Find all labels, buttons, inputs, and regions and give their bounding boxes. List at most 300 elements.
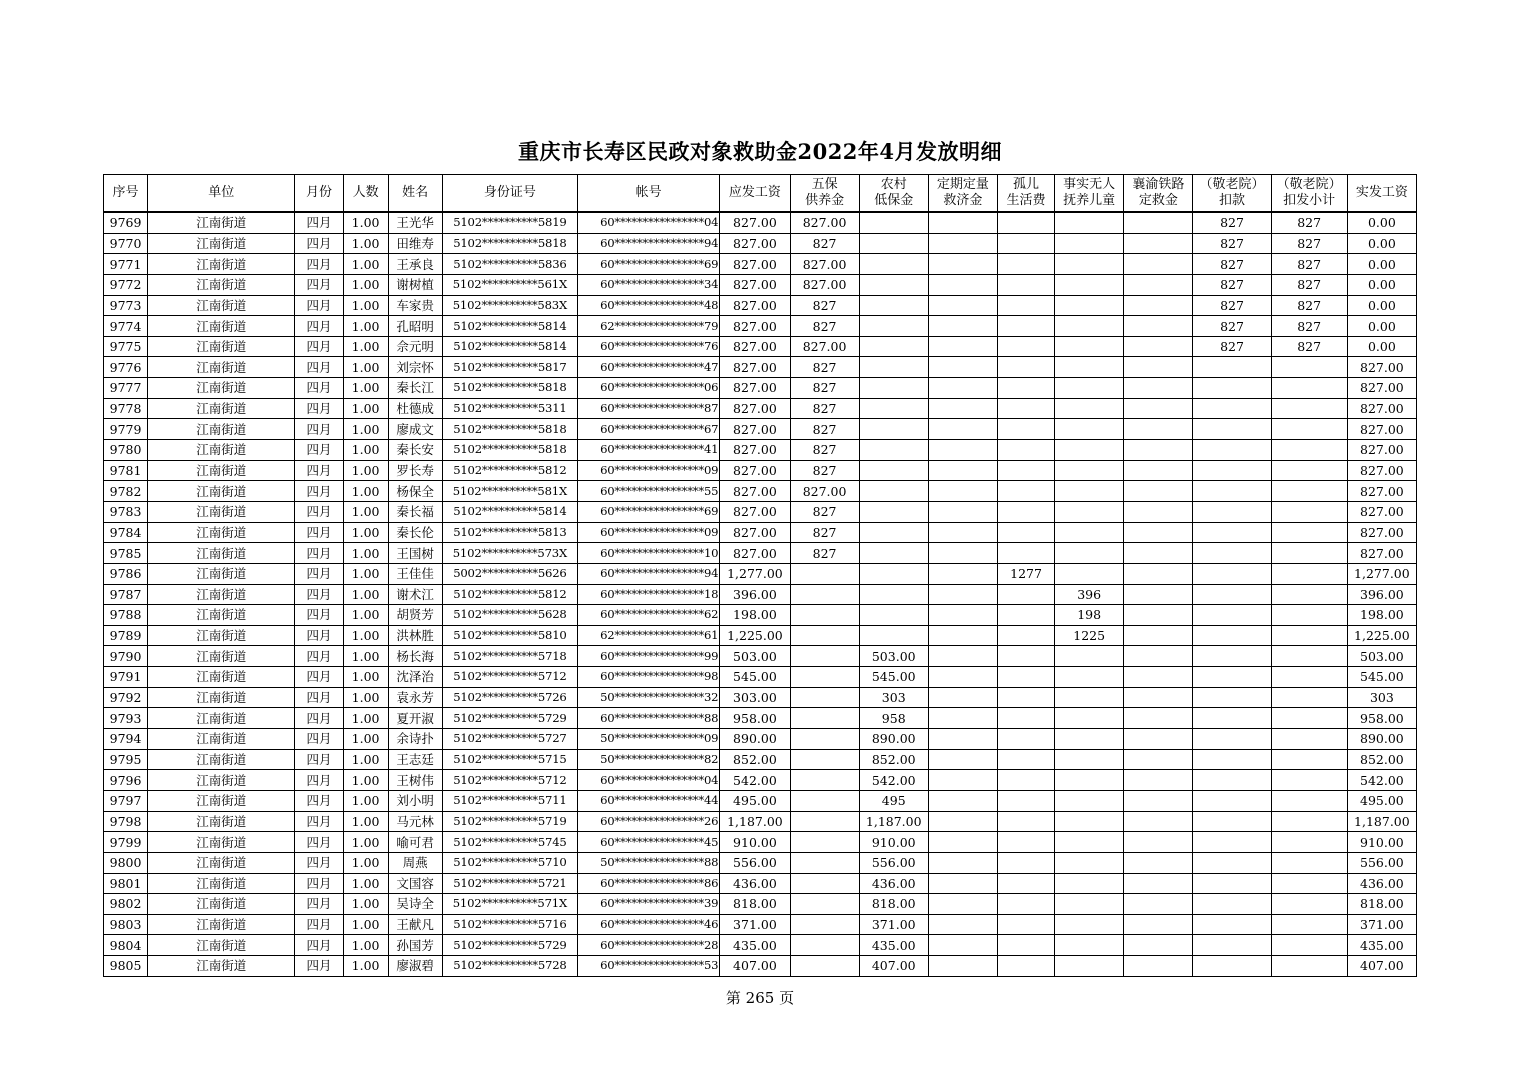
cell-unsupported-child bbox=[1055, 212, 1124, 233]
cell-unsupported-child bbox=[1055, 873, 1124, 894]
cell-count: 1.00 bbox=[343, 832, 388, 853]
cell-wage-paid: 0.00 bbox=[1347, 274, 1416, 295]
cell-id-number: 5102**********5814 bbox=[442, 316, 577, 337]
cell-railway-relief bbox=[1124, 501, 1193, 522]
cell-wubao-support bbox=[790, 605, 859, 626]
cell-month: 四月 bbox=[295, 316, 343, 337]
cell-wubao-support: 827 bbox=[790, 295, 859, 316]
cell-account: 60****************45 bbox=[578, 832, 720, 853]
cell-deduction-subtotal: 827 bbox=[1271, 336, 1347, 357]
cell-railway-relief bbox=[1124, 935, 1193, 956]
cell-name: 王献凡 bbox=[388, 914, 442, 935]
cell-nursing-home-deduction bbox=[1193, 398, 1271, 419]
cell-unsupported-child bbox=[1055, 646, 1124, 667]
cell-count: 1.00 bbox=[343, 729, 388, 750]
cell-count: 1.00 bbox=[343, 460, 388, 481]
cell-wubao-support: 827 bbox=[790, 460, 859, 481]
cell-nursing-home-deduction bbox=[1193, 956, 1271, 977]
cell-wage-paid: 827.00 bbox=[1347, 460, 1416, 481]
cell-name: 谢术江 bbox=[388, 584, 442, 605]
cell-orphan-allowance bbox=[997, 894, 1054, 915]
cell-wubao-support bbox=[790, 811, 859, 832]
cell-railway-relief bbox=[1124, 440, 1193, 461]
cell-railway-relief bbox=[1124, 873, 1193, 894]
cell-id-number: 5102**********573X bbox=[442, 543, 577, 564]
cell-seq: 9804 bbox=[104, 935, 148, 956]
cell-unsupported-child bbox=[1055, 336, 1124, 357]
cell-id-number: 5102**********5718 bbox=[442, 646, 577, 667]
cell-wubao-support bbox=[790, 729, 859, 750]
cell-wage-paid: 827.00 bbox=[1347, 481, 1416, 502]
cell-wubao-support bbox=[790, 584, 859, 605]
cell-id-number: 5102**********583X bbox=[442, 295, 577, 316]
cell-rural-dibao bbox=[859, 440, 928, 461]
cell-unit: 江南街道 bbox=[148, 852, 295, 873]
cell-wage-due: 198.00 bbox=[720, 605, 790, 626]
cell-month: 四月 bbox=[295, 729, 343, 750]
cell-account: 50****************88 bbox=[578, 852, 720, 873]
cell-wage-paid: 827.00 bbox=[1347, 398, 1416, 419]
cell-month: 四月 bbox=[295, 295, 343, 316]
cell-rural-dibao bbox=[859, 543, 928, 564]
cell-deduction-subtotal: 827 bbox=[1271, 274, 1347, 295]
cell-account: 60****************04 bbox=[578, 770, 720, 791]
cell-month: 四月 bbox=[295, 419, 343, 440]
cell-nursing-home-deduction bbox=[1193, 481, 1271, 502]
cell-deduction-subtotal bbox=[1271, 935, 1347, 956]
cell-name: 夏开淑 bbox=[388, 708, 442, 729]
cell-account: 60****************06 bbox=[578, 378, 720, 399]
cell-wage-due: 827.00 bbox=[720, 419, 790, 440]
cell-railway-relief bbox=[1124, 254, 1193, 275]
cell-railway-relief bbox=[1124, 770, 1193, 791]
cell-month: 四月 bbox=[295, 233, 343, 254]
cell-name: 秦长伦 bbox=[388, 522, 442, 543]
cell-rural-dibao bbox=[859, 398, 928, 419]
cell-seq: 9781 bbox=[104, 460, 148, 481]
cell-count: 1.00 bbox=[343, 501, 388, 522]
header-id-number: 身份证号 bbox=[442, 175, 577, 213]
cell-unsupported-child bbox=[1055, 667, 1124, 688]
cell-month: 四月 bbox=[295, 873, 343, 894]
cell-id-number: 5102**********571X bbox=[442, 894, 577, 915]
cell-unit: 江南街道 bbox=[148, 316, 295, 337]
table-row bbox=[104, 336, 1417, 357]
cell-unsupported-child bbox=[1055, 770, 1124, 791]
cell-rural-dibao bbox=[859, 254, 928, 275]
cell-id-number: 5102**********5814 bbox=[442, 336, 577, 357]
cell-orphan-allowance bbox=[997, 873, 1054, 894]
table-row bbox=[104, 811, 1417, 832]
cell-count: 1.00 bbox=[343, 956, 388, 977]
cell-railway-relief bbox=[1124, 956, 1193, 977]
cell-wage-due: 890.00 bbox=[720, 729, 790, 750]
cell-account: 60****************76 bbox=[578, 336, 720, 357]
cell-deduction-subtotal bbox=[1271, 522, 1347, 543]
cell-rural-dibao bbox=[859, 605, 928, 626]
cell-id-number: 5102**********5712 bbox=[442, 770, 577, 791]
cell-month: 四月 bbox=[295, 357, 343, 378]
cell-count: 1.00 bbox=[343, 440, 388, 461]
cell-rural-dibao: 545.00 bbox=[859, 667, 928, 688]
cell-month: 四月 bbox=[295, 274, 343, 295]
cell-account: 60****************44 bbox=[578, 790, 720, 811]
table-row bbox=[104, 254, 1417, 275]
cell-railway-relief bbox=[1124, 708, 1193, 729]
table-row bbox=[104, 233, 1417, 254]
cell-orphan-allowance bbox=[997, 522, 1054, 543]
cell-orphan-allowance bbox=[997, 770, 1054, 791]
header-orphan-allowance: 孤儿 生活费 bbox=[997, 175, 1054, 213]
cell-id-number: 5102**********5716 bbox=[442, 914, 577, 935]
cell-unit: 江南街道 bbox=[148, 357, 295, 378]
cell-deduction-subtotal: 827 bbox=[1271, 254, 1347, 275]
cell-orphan-allowance bbox=[997, 501, 1054, 522]
cell-unsupported-child bbox=[1055, 914, 1124, 935]
cell-wubao-support: 827 bbox=[790, 543, 859, 564]
cell-wage-paid: 827.00 bbox=[1347, 357, 1416, 378]
cell-unit: 江南街道 bbox=[148, 749, 295, 770]
cell-rural-dibao bbox=[859, 378, 928, 399]
cell-name: 余诗扑 bbox=[388, 729, 442, 750]
cell-orphan-allowance bbox=[997, 357, 1054, 378]
cell-wage-due: 827.00 bbox=[720, 274, 790, 295]
cell-wage-due: 827.00 bbox=[720, 522, 790, 543]
cell-wage-due: 407.00 bbox=[720, 956, 790, 977]
cell-orphan-allowance bbox=[997, 605, 1054, 626]
cell-nursing-home-deduction bbox=[1193, 625, 1271, 646]
cell-count: 1.00 bbox=[343, 419, 388, 440]
cell-wubao-support bbox=[790, 935, 859, 956]
cell-account: 60****************34 bbox=[578, 274, 720, 295]
cell-wubao-support bbox=[790, 790, 859, 811]
table-row bbox=[104, 378, 1417, 399]
cell-name: 杨长海 bbox=[388, 646, 442, 667]
cell-unsupported-child bbox=[1055, 316, 1124, 337]
cell-rural-dibao bbox=[859, 295, 928, 316]
cell-rural-dibao: 542.00 bbox=[859, 770, 928, 791]
cell-unsupported-child bbox=[1055, 274, 1124, 295]
cell-nursing-home-deduction bbox=[1193, 687, 1271, 708]
cell-periodic-relief bbox=[928, 460, 997, 481]
cell-periodic-relief bbox=[928, 852, 997, 873]
cell-orphan-allowance bbox=[997, 625, 1054, 646]
cell-wubao-support: 827 bbox=[790, 398, 859, 419]
cell-count: 1.00 bbox=[343, 378, 388, 399]
cell-count: 1.00 bbox=[343, 212, 388, 233]
cell-unit: 江南街道 bbox=[148, 605, 295, 626]
cell-wage-paid: 407.00 bbox=[1347, 956, 1416, 977]
cell-wubao-support bbox=[790, 832, 859, 853]
cell-railway-relief bbox=[1124, 336, 1193, 357]
cell-name: 王树伟 bbox=[388, 770, 442, 791]
cell-deduction-subtotal: 827 bbox=[1271, 212, 1347, 233]
cell-nursing-home-deduction bbox=[1193, 729, 1271, 750]
cell-nursing-home-deduction bbox=[1193, 584, 1271, 605]
cell-deduction-subtotal bbox=[1271, 894, 1347, 915]
cell-orphan-allowance bbox=[997, 811, 1054, 832]
cell-seq: 9786 bbox=[104, 563, 148, 584]
cell-nursing-home-deduction bbox=[1193, 501, 1271, 522]
cell-wage-due: 371.00 bbox=[720, 914, 790, 935]
cell-deduction-subtotal bbox=[1271, 419, 1347, 440]
cell-seq: 9788 bbox=[104, 605, 148, 626]
cell-railway-relief bbox=[1124, 481, 1193, 502]
cell-seq: 9801 bbox=[104, 873, 148, 894]
cell-month: 四月 bbox=[295, 667, 343, 688]
cell-railway-relief bbox=[1124, 914, 1193, 935]
header-account: 帐号 bbox=[578, 175, 720, 213]
cell-account: 50****************82 bbox=[578, 749, 720, 770]
cell-name: 喻可君 bbox=[388, 832, 442, 853]
cell-orphan-allowance bbox=[997, 274, 1054, 295]
cell-account: 60****************53 bbox=[578, 956, 720, 977]
cell-month: 四月 bbox=[295, 378, 343, 399]
cell-railway-relief bbox=[1124, 811, 1193, 832]
cell-nursing-home-deduction bbox=[1193, 770, 1271, 791]
cell-railway-relief bbox=[1124, 233, 1193, 254]
table-row bbox=[104, 770, 1417, 791]
cell-unsupported-child bbox=[1055, 295, 1124, 316]
cell-id-number: 5102**********5719 bbox=[442, 811, 577, 832]
cell-periodic-relief bbox=[928, 336, 997, 357]
cell-orphan-allowance bbox=[997, 543, 1054, 564]
cell-count: 1.00 bbox=[343, 357, 388, 378]
cell-count: 1.00 bbox=[343, 873, 388, 894]
table-row bbox=[104, 398, 1417, 419]
cell-wubao-support bbox=[790, 770, 859, 791]
cell-nursing-home-deduction bbox=[1193, 935, 1271, 956]
table-row bbox=[104, 605, 1417, 626]
cell-wage-paid: 0.00 bbox=[1347, 295, 1416, 316]
cell-count: 1.00 bbox=[343, 481, 388, 502]
cell-seq: 9794 bbox=[104, 729, 148, 750]
cell-count: 1.00 bbox=[343, 687, 388, 708]
cell-rural-dibao: 958 bbox=[859, 708, 928, 729]
cell-name: 孔昭明 bbox=[388, 316, 442, 337]
cell-wage-paid: 542.00 bbox=[1347, 770, 1416, 791]
cell-unit: 江南街道 bbox=[148, 274, 295, 295]
cell-count: 1.00 bbox=[343, 522, 388, 543]
cell-unsupported-child bbox=[1055, 749, 1124, 770]
cell-name: 胡贤芳 bbox=[388, 605, 442, 626]
table-row bbox=[104, 708, 1417, 729]
table-row bbox=[104, 481, 1417, 502]
cell-wage-due: 556.00 bbox=[720, 852, 790, 873]
cell-periodic-relief bbox=[928, 419, 997, 440]
cell-seq: 9796 bbox=[104, 770, 148, 791]
cell-nursing-home-deduction bbox=[1193, 419, 1271, 440]
cell-wage-paid: 0.00 bbox=[1347, 212, 1416, 233]
cell-wage-due: 396.00 bbox=[720, 584, 790, 605]
cell-name: 秦长福 bbox=[388, 501, 442, 522]
cell-account: 60****************94 bbox=[578, 563, 720, 584]
cell-orphan-allowance bbox=[997, 254, 1054, 275]
cell-orphan-allowance: 1277 bbox=[997, 563, 1054, 584]
cell-unit: 江南街道 bbox=[148, 832, 295, 853]
cell-periodic-relief bbox=[928, 811, 997, 832]
cell-wage-paid: 0.00 bbox=[1347, 233, 1416, 254]
table-row bbox=[104, 522, 1417, 543]
cell-wubao-support: 827 bbox=[790, 316, 859, 337]
cell-unit: 江南街道 bbox=[148, 419, 295, 440]
cell-nursing-home-deduction bbox=[1193, 543, 1271, 564]
cell-id-number: 5102**********5813 bbox=[442, 522, 577, 543]
cell-rural-dibao bbox=[859, 233, 928, 254]
cell-id-number: 5102**********5810 bbox=[442, 625, 577, 646]
cell-railway-relief bbox=[1124, 398, 1193, 419]
page-number: 第 265 页 bbox=[725, 989, 795, 1007]
cell-deduction-subtotal bbox=[1271, 625, 1347, 646]
cell-unit: 江南街道 bbox=[148, 687, 295, 708]
cell-railway-relief bbox=[1124, 378, 1193, 399]
cell-unsupported-child bbox=[1055, 687, 1124, 708]
cell-id-number: 5102**********561X bbox=[442, 274, 577, 295]
cell-deduction-subtotal bbox=[1271, 563, 1347, 584]
cell-wage-due: 435.00 bbox=[720, 935, 790, 956]
cell-seq: 9771 bbox=[104, 254, 148, 275]
cell-deduction-subtotal bbox=[1271, 667, 1347, 688]
cell-railway-relief bbox=[1124, 563, 1193, 584]
cell-orphan-allowance bbox=[997, 832, 1054, 853]
cell-nursing-home-deduction bbox=[1193, 790, 1271, 811]
cell-month: 四月 bbox=[295, 501, 343, 522]
cell-seq: 9773 bbox=[104, 295, 148, 316]
cell-month: 四月 bbox=[295, 481, 343, 502]
cell-account: 60****************69 bbox=[578, 501, 720, 522]
cell-rural-dibao: 371.00 bbox=[859, 914, 928, 935]
cell-unit: 江南街道 bbox=[148, 501, 295, 522]
cell-wage-due: 827.00 bbox=[720, 357, 790, 378]
cell-railway-relief bbox=[1124, 729, 1193, 750]
cell-rural-dibao: 890.00 bbox=[859, 729, 928, 750]
cell-wage-due: 958.00 bbox=[720, 708, 790, 729]
cell-nursing-home-deduction: 827 bbox=[1193, 295, 1271, 316]
cell-deduction-subtotal bbox=[1271, 481, 1347, 502]
cell-unit: 江南街道 bbox=[148, 935, 295, 956]
cell-month: 四月 bbox=[295, 398, 343, 419]
cell-periodic-relief bbox=[928, 956, 997, 977]
cell-nursing-home-deduction bbox=[1193, 832, 1271, 853]
table-row bbox=[104, 852, 1417, 873]
cell-seq: 9785 bbox=[104, 543, 148, 564]
cell-seq: 9805 bbox=[104, 956, 148, 977]
cell-id-number: 5102**********5818 bbox=[442, 419, 577, 440]
cell-periodic-relief bbox=[928, 522, 997, 543]
relief-payment-table bbox=[103, 174, 1417, 977]
cell-railway-relief bbox=[1124, 749, 1193, 770]
cell-unsupported-child bbox=[1055, 852, 1124, 873]
cell-id-number: 5102**********5745 bbox=[442, 832, 577, 853]
cell-id-number: 5102**********5721 bbox=[442, 873, 577, 894]
cell-seq: 9791 bbox=[104, 667, 148, 688]
cell-rural-dibao bbox=[859, 501, 928, 522]
cell-wubao-support bbox=[790, 894, 859, 915]
table-row bbox=[104, 295, 1417, 316]
cell-wage-paid: 827.00 bbox=[1347, 501, 1416, 522]
table-row bbox=[104, 212, 1417, 233]
cell-orphan-allowance bbox=[997, 419, 1054, 440]
cell-deduction-subtotal bbox=[1271, 584, 1347, 605]
cell-wage-due: 827.00 bbox=[720, 254, 790, 275]
cell-periodic-relief bbox=[928, 378, 997, 399]
cell-wage-paid: 1,277.00 bbox=[1347, 563, 1416, 584]
table-row bbox=[104, 832, 1417, 853]
cell-id-number: 5102**********5711 bbox=[442, 790, 577, 811]
cell-railway-relief bbox=[1124, 584, 1193, 605]
cell-periodic-relief bbox=[928, 274, 997, 295]
cell-name: 王承良 bbox=[388, 254, 442, 275]
cell-unsupported-child bbox=[1055, 832, 1124, 853]
cell-wage-due: 545.00 bbox=[720, 667, 790, 688]
cell-wubao-support bbox=[790, 914, 859, 935]
cell-wubao-support bbox=[790, 563, 859, 584]
cell-unit: 江南街道 bbox=[148, 543, 295, 564]
cell-seq: 9783 bbox=[104, 501, 148, 522]
cell-nursing-home-deduction: 827 bbox=[1193, 233, 1271, 254]
cell-seq: 9784 bbox=[104, 522, 148, 543]
cell-wage-paid: 198.00 bbox=[1347, 605, 1416, 626]
cell-seq: 9797 bbox=[104, 790, 148, 811]
cell-nursing-home-deduction: 827 bbox=[1193, 316, 1271, 337]
cell-seq: 9772 bbox=[104, 274, 148, 295]
cell-unsupported-child bbox=[1055, 708, 1124, 729]
cell-periodic-relief bbox=[928, 584, 997, 605]
cell-wage-paid: 0.00 bbox=[1347, 336, 1416, 357]
cell-wubao-support bbox=[790, 646, 859, 667]
cell-nursing-home-deduction bbox=[1193, 460, 1271, 481]
cell-nursing-home-deduction bbox=[1193, 378, 1271, 399]
cell-wubao-support bbox=[790, 708, 859, 729]
cell-unit: 江南街道 bbox=[148, 378, 295, 399]
cell-unsupported-child bbox=[1055, 790, 1124, 811]
cell-orphan-allowance bbox=[997, 295, 1054, 316]
cell-wage-due: 827.00 bbox=[720, 481, 790, 502]
header-seq: 序号 bbox=[104, 175, 148, 213]
cell-deduction-subtotal bbox=[1271, 852, 1347, 873]
cell-account: 62****************61 bbox=[578, 625, 720, 646]
cell-unsupported-child bbox=[1055, 563, 1124, 584]
cell-month: 四月 bbox=[295, 605, 343, 626]
cell-wubao-support bbox=[790, 749, 859, 770]
cell-orphan-allowance bbox=[997, 316, 1054, 337]
cell-nursing-home-deduction bbox=[1193, 914, 1271, 935]
cell-name: 王国树 bbox=[388, 543, 442, 564]
cell-nursing-home-deduction bbox=[1193, 605, 1271, 626]
cell-account: 60****************46 bbox=[578, 914, 720, 935]
cell-name: 马元林 bbox=[388, 811, 442, 832]
cell-month: 四月 bbox=[295, 852, 343, 873]
cell-name: 孙国芳 bbox=[388, 935, 442, 956]
cell-wage-paid: 0.00 bbox=[1347, 316, 1416, 337]
cell-unit: 江南街道 bbox=[148, 584, 295, 605]
cell-unsupported-child bbox=[1055, 935, 1124, 956]
cell-wubao-support: 827 bbox=[790, 522, 859, 543]
cell-name: 车家贵 bbox=[388, 295, 442, 316]
cell-periodic-relief bbox=[928, 729, 997, 750]
cell-account: 60****************98 bbox=[578, 667, 720, 688]
cell-count: 1.00 bbox=[343, 336, 388, 357]
cell-nursing-home-deduction bbox=[1193, 667, 1271, 688]
cell-seq: 9769 bbox=[104, 212, 148, 233]
cell-wubao-support bbox=[790, 852, 859, 873]
cell-name: 周燕 bbox=[388, 852, 442, 873]
cell-unsupported-child bbox=[1055, 481, 1124, 502]
cell-wage-due: 852.00 bbox=[720, 749, 790, 770]
header-unit: 单位 bbox=[148, 175, 295, 213]
cell-unit: 江南街道 bbox=[148, 914, 295, 935]
cell-unsupported-child bbox=[1055, 254, 1124, 275]
